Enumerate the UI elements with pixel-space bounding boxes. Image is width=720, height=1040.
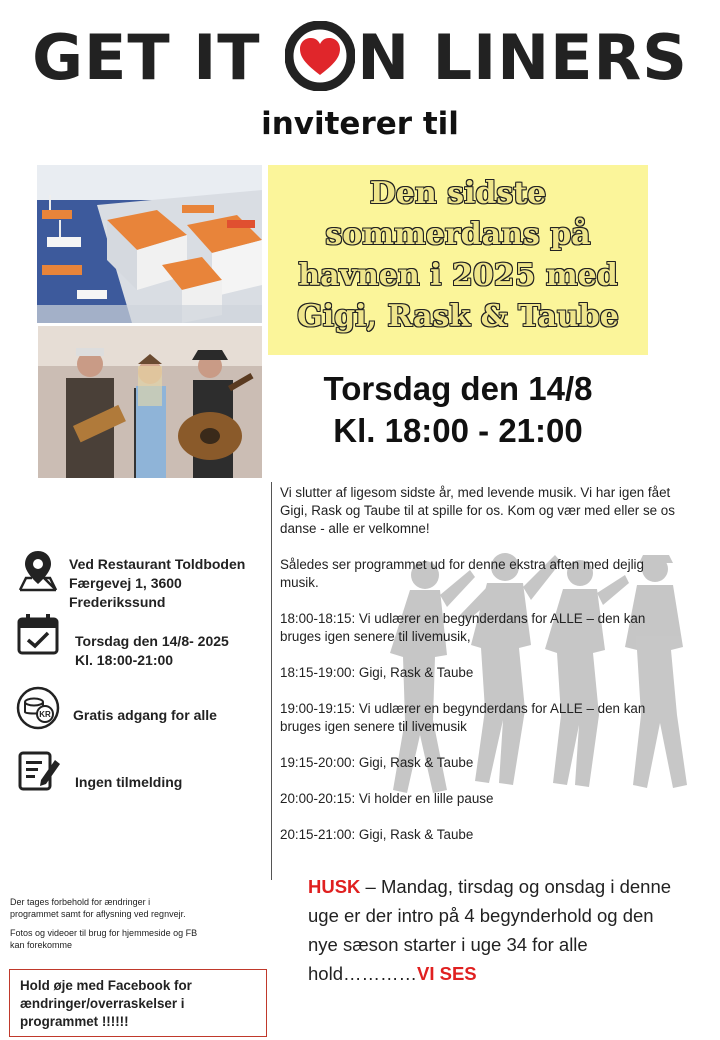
band-photo xyxy=(38,326,262,478)
time-info-line: Kl. 18:00-21:00 xyxy=(75,652,174,668)
program-item: 20:00-20:15: Vi holder en lille pause xyxy=(280,791,494,806)
disclaimer-reservation: Der tages forbehold for ændringer i programmet samt for aflysning ved regnvejr. xyxy=(10,897,186,919)
heart-o-icon xyxy=(285,21,355,91)
subtitle: inviterer til xyxy=(261,106,459,142)
date-info-line: Torsdag den 14/8- 2025 xyxy=(75,633,229,649)
disclaimer-media: Fotos og videoer til brug for hjemmeside og FB kan forekomme xyxy=(10,928,198,950)
program-item: 19:15-20:00: Gigi, Rask & Taube xyxy=(280,755,474,770)
program-item: 18:00-18:15: Vi udlærer en begynderdans for ALLE – den kan bruges igen senere til livemusik, xyxy=(280,611,646,644)
date-info xyxy=(75,632,275,670)
location-pin-icon xyxy=(16,548,60,592)
location-info xyxy=(69,555,269,612)
headline-line: havnen i 2025 med xyxy=(298,258,618,293)
signup-info: Ingen tilmelding xyxy=(75,774,183,790)
husk-label: HUSK xyxy=(308,876,361,897)
price-info: Gratis adgang for alle xyxy=(73,707,217,723)
title-right: N LINERS xyxy=(357,21,688,94)
headline-line: Gigi, Rask & Taube xyxy=(297,299,619,334)
headline-line: Den sidste xyxy=(369,176,547,211)
event-headline xyxy=(268,165,648,355)
program-item: 18:15-19:00: Gigi, Rask & Taube xyxy=(280,665,474,680)
husk-note xyxy=(308,872,678,988)
coin-label: KR xyxy=(39,710,51,719)
husk-text: – Mandag, tirsdag og onsdag i denne uge er der intro på 4 begynderhold og den nye sæson starter i uge 34 for alle hold………… xyxy=(308,876,672,984)
date-line: Torsdag den 14/8 xyxy=(323,370,593,407)
title-left: GET IT xyxy=(32,21,284,94)
coin-icon xyxy=(16,686,60,730)
column-divider xyxy=(271,482,272,880)
disclaimer xyxy=(10,896,200,958)
program-text xyxy=(280,484,680,844)
location-line: Ved Restaurant Toldboden xyxy=(69,556,246,572)
facebook-notice-box: Hold øje med Facebook for ændringer/overraskelser i programmet !!!!!! xyxy=(9,969,267,1037)
time-line: Kl. 18:00 - 21:00 xyxy=(333,412,583,449)
calendar-check-icon xyxy=(16,612,60,656)
page-title xyxy=(0,18,720,98)
program-item: 19:00-19:15: Vi udlærer en begynderdans for ALLE – den kan bruges igen senere til livemusik xyxy=(280,701,646,734)
event-date-big xyxy=(268,368,648,452)
harbor-illustration xyxy=(37,165,262,323)
program-intro: Vi slutter af ligesom sidste år, med levende musik. Vi har igen fået Gigi, Rask og Taube til at spille for os. Kom og vær med eller se os danse - alle er velkomne! xyxy=(280,485,675,536)
headline-line: sommerdans på xyxy=(325,217,591,252)
location-line: Færgevej 1, 3600 xyxy=(69,575,182,591)
program-lead: Således ser programmet ud for denne ekstra aften med dejlig musik. xyxy=(280,557,644,590)
husk-closing: VI SES xyxy=(416,963,477,984)
edit-form-icon xyxy=(17,748,61,792)
program-item: 20:15-21:00: Gigi, Rask & Taube xyxy=(280,827,474,842)
location-line: Frederikssund xyxy=(69,594,166,610)
